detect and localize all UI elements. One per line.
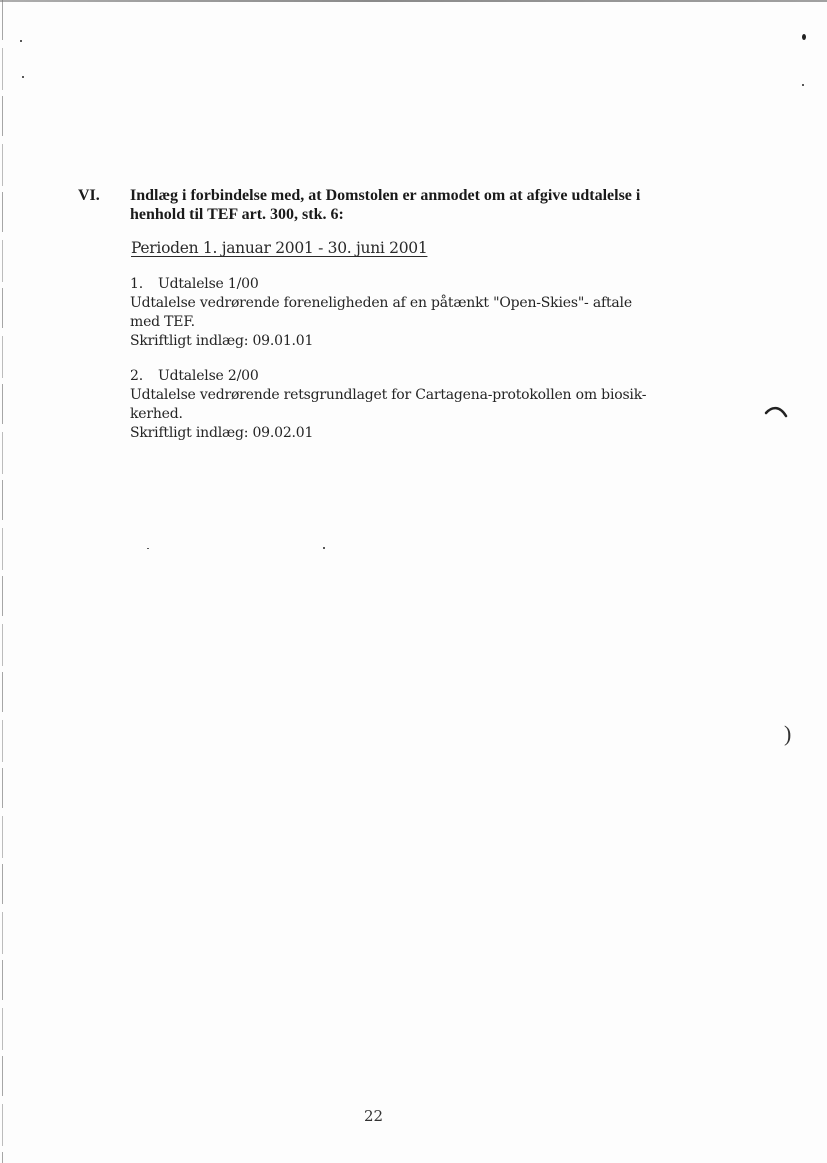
- scan-mark-arc: [764, 404, 790, 428]
- item-description-cont: kerhed.: [130, 406, 183, 422]
- scan-speck: [147, 548, 149, 549]
- item-title: Udtalelse 2/00: [158, 368, 259, 384]
- scan-edge-top: [0, 0, 827, 2]
- list-item: [130, 367, 650, 443]
- period-heading: Perioden 1. januar 2001 - 30. juni 2001: [131, 239, 428, 257]
- item-title-line: [130, 367, 650, 386]
- page-number: 22: [363, 1107, 384, 1125]
- section-number: VI.: [78, 187, 100, 204]
- item-number: 1.: [130, 276, 143, 292]
- scan-speck: [323, 547, 325, 549]
- scan-speck: [802, 34, 806, 40]
- list-item: [130, 275, 650, 351]
- section-heading: Indlæg i forbindelse med, at Domstolen er anmodet om at afgive udtalelse i henhold til TEF art. 300, stk. 6:: [130, 187, 641, 223]
- item-description-cont: med TEF.: [130, 314, 195, 330]
- item-title-line: [130, 275, 650, 294]
- item-filing: Skriftligt indlæg: 09.02.01: [130, 425, 314, 441]
- scan-edge-left: [2, 0, 3, 1163]
- item-title: Udtalelse 1/00: [158, 276, 259, 292]
- item-description: Udtalelse vedrørende foreneligheden af en påtænkt "Open-Skies"- aftale: [130, 295, 632, 311]
- item-filing: Skriftligt indlæg: 09.01.01: [130, 333, 314, 349]
- scan-speck: [22, 76, 24, 78]
- scan-speck: [20, 40, 22, 42]
- scan-speck: [802, 84, 804, 86]
- item-number: 2.: [130, 368, 143, 384]
- scan-mark-paren: ): [784, 721, 792, 746]
- item-description: Udtalelse vedrørende retsgrundlaget for Cartagena-protokollen om biosik-: [130, 387, 647, 403]
